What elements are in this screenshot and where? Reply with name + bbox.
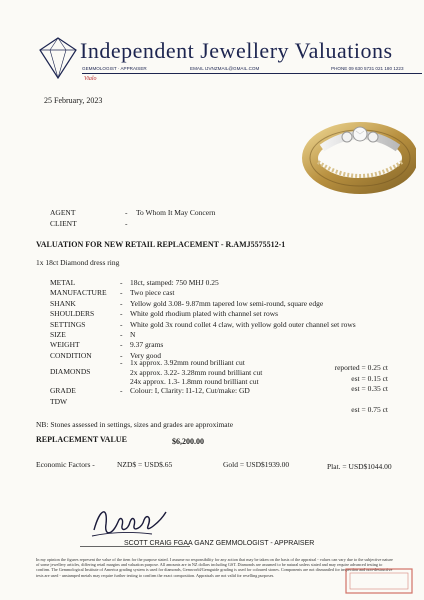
- spec-value: Yellow gold 3.08- 9.87mm tapered low semi-round, square edge: [130, 298, 324, 308]
- tdw-value: est = 0.75 ct: [351, 405, 388, 414]
- diamonds-label: DIAMONDS: [50, 367, 91, 376]
- spec-value: N: [130, 330, 136, 339]
- agent-value: To Whom It May Concern: [136, 208, 216, 217]
- diamond-line-1: 1x approx. 3.92mm round brilliant cut: [130, 358, 245, 367]
- letterhead-phone: PHONE 09 630 5731 021 180 1223: [331, 66, 404, 71]
- spec-label: SHOULDERS: [50, 309, 95, 319]
- economic-gold: Gold = USD$1939.00: [223, 460, 290, 469]
- grade-label: GRADE: [50, 386, 76, 395]
- economic-plat: Plat. = USD$1044.00: [327, 462, 392, 471]
- spec-value: Two piece cast: [130, 288, 175, 298]
- valuation-title: VALUATION FOR NEW RETAIL REPLACEMENT - R.AMJ5575512-1: [36, 240, 286, 249]
- spec-label: SETTINGS: [50, 319, 86, 329]
- letterhead-role: GEMMOLOGIST · APPRAISER: [82, 66, 147, 71]
- spec-label: WEIGHT: [50, 340, 80, 350]
- spec-dash: -: [120, 340, 123, 350]
- diamond-weight-1: reported = 0.25 ct: [334, 363, 388, 372]
- spec-value: Very good: [130, 350, 162, 360]
- spec-dash: -: [120, 350, 123, 360]
- signer-credentials: SCOTT CRAIG FGAA GANZ GEMMOLOGIST - APPRAISER: [124, 540, 315, 547]
- economic-factors-label: Economic Factors -: [36, 460, 95, 469]
- signet-mark: Vialo: [84, 76, 97, 82]
- spec-dash: -: [120, 330, 123, 339]
- tdw-label: TDW: [50, 397, 68, 406]
- client-label: CLIENT: [50, 219, 77, 228]
- assessment-note: NB: Stones assessed in settings, sizes and grades are approximate: [36, 420, 234, 429]
- spec-label: CONDITION: [50, 350, 92, 360]
- spec-value: White gold 3x round collet 4 claw, with yellow gold outer channel set rows: [130, 319, 356, 329]
- agent-dash: -: [125, 208, 128, 217]
- spec-dash: -: [120, 319, 123, 329]
- spec-label: MANUFACTURE: [50, 288, 107, 298]
- company-name: Independent Jewellery Valuations: [80, 38, 393, 63]
- spec-dash: -: [120, 278, 123, 287]
- spec-dash: -: [120, 309, 123, 319]
- spec-label: SIZE: [50, 330, 66, 339]
- official-stamp: [344, 566, 414, 596]
- letterhead-email: EMAIL IJVNZMAIL@GMAIL.COM: [190, 66, 260, 71]
- handwritten-signature: [90, 500, 170, 545]
- client-dash: -: [125, 219, 128, 228]
- letterhead: [36, 30, 406, 80]
- grade-dash: -: [120, 386, 123, 395]
- spec-dash: -: [120, 298, 123, 308]
- grade-value: Colour: I, Clarity: I1-12, Cut/make: GD: [130, 386, 250, 395]
- spec-dash: -: [120, 288, 123, 298]
- diamond-logo-icon: [36, 36, 80, 80]
- agent-label: AGENT: [50, 208, 76, 217]
- economic-nzd: NZD$ = USD$.65: [117, 460, 173, 469]
- disclaimer-text: In my opinion the figures represent the value of the item for the purpose stated. I assume no responsibility for any action that may be taken on the basis of the appraisal - values can vary due to the subjective nature of some jewellery articles, differing retail margins and valuation purpose. All amounts are in NZ dollars including GST. Diamonds are assumed to be natural unless stated and may require advanced testing to confirm. The Gemmological Institute of America grading system is used for diamonds, Gemworld/Gemguide grading is used for coloured stones. Components are not dismantled for inspection and non-destructive tests are used - unstamped metals may require further testing to confirm the exact composition. Appraisals are not valid for reselling purposes.: [36, 557, 393, 578]
- letterhead-rule: [82, 73, 422, 74]
- diamond-weight-2: est = 0.15 ct: [351, 374, 388, 383]
- replacement-value: $6,200.00: [172, 437, 204, 446]
- document-date: 25 February, 2023: [44, 96, 103, 105]
- replacement-label: REPLACEMENT VALUE: [36, 435, 127, 444]
- diamond-weight-3: est = 0.35 ct: [351, 384, 388, 393]
- spec-label: SHANK: [50, 298, 76, 308]
- spec-value: 9.37 grams: [130, 340, 164, 350]
- ring-photo: [300, 100, 416, 200]
- item-description: 1x 18ct Diamond dress ring: [36, 258, 120, 267]
- diamond-line-2: 2x approx. 3.22- 3.28mm round brilliant cut: [130, 368, 263, 377]
- diamond-line-3: 24x approx. 1.3- 1.8mm round brilliant cut: [130, 377, 259, 386]
- spec-value: White gold rhodium plated with channel set rows: [130, 309, 279, 319]
- diamond-dash-1: -: [120, 358, 123, 367]
- spec-value: 18ct, stamped: 750 MHJ 0.25: [130, 278, 219, 287]
- spec-label: METAL: [50, 278, 76, 287]
